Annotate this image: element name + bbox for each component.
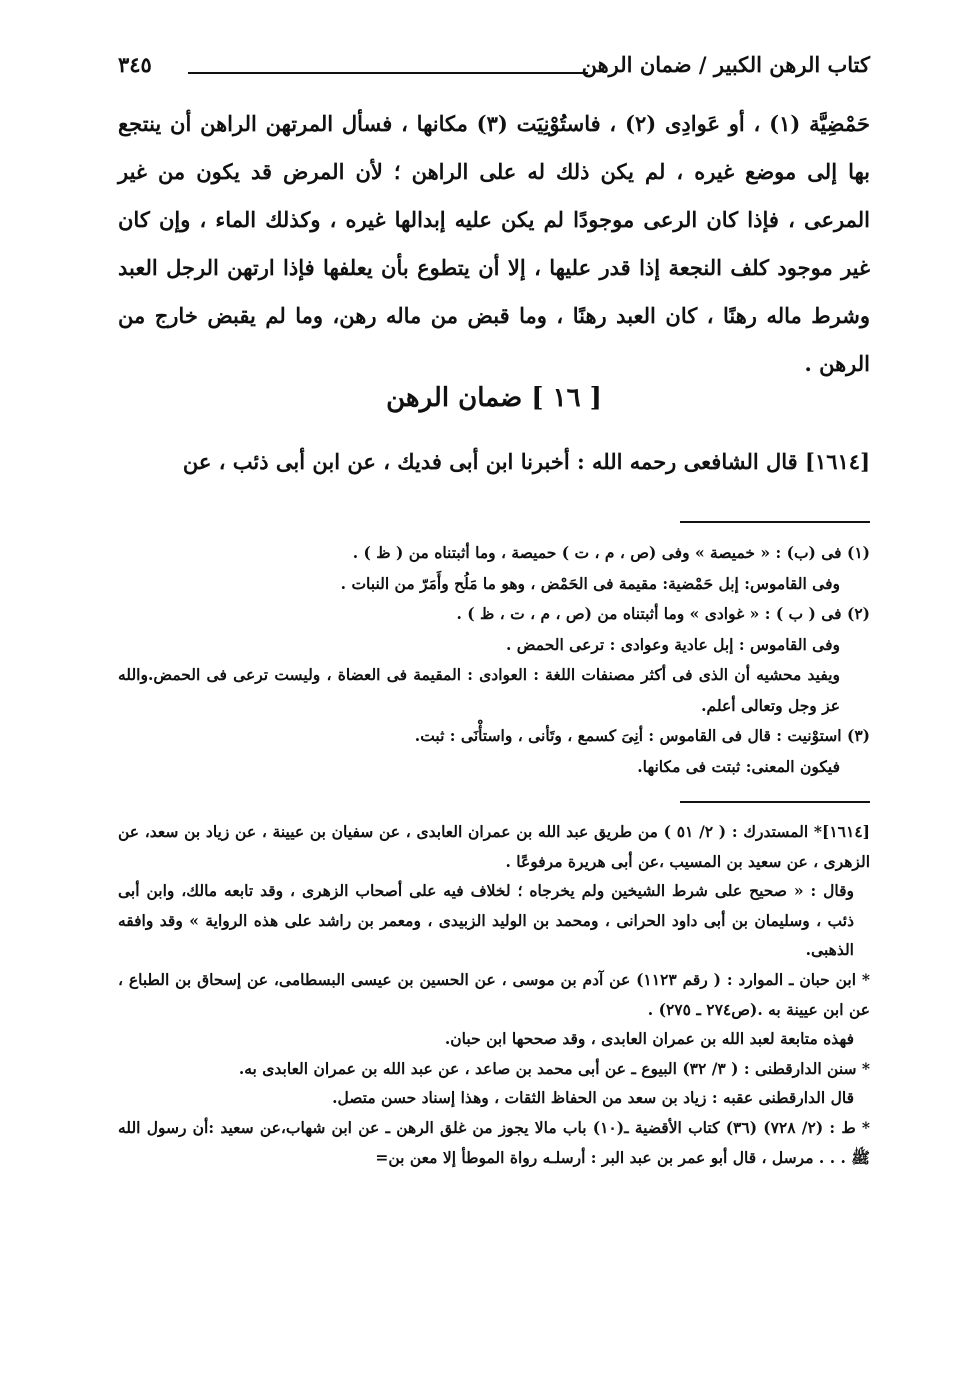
footnotes-takhrij (118, 817, 870, 1172)
main-text (118, 100, 870, 388)
footnote-line: فهذه متابعة لعبد الله بن عمران العابدى ، وقد صححها ابن حبان. (444, 1029, 854, 1049)
footnote-line: * ابن حبان ـ الموارد : ( رقم ١١٢٣) عن آدم بن موسى ، عن الحسين بن عيسى البسطامى، عن إسحاق بن الطباع ، عن ابن عيينة به .(ص٢٧٤ ـ ٢٧٥) . (118, 969, 870, 1019)
hadith-number-lead: [١٦١٤] قال الشافعى (683, 449, 870, 474)
footnote-separator (680, 801, 870, 803)
footnote-line: وفى القاموس: إبل حَمْضية: مقيمة فى الحَمْض ، وهو ما مَلُح وأَمَرّ من النبات . (340, 573, 840, 593)
footnotes-variants (118, 538, 870, 782)
footnote-line: وفى القاموس : إبل عادية وعوادى : ترعى الحمض . (506, 634, 840, 654)
footnote-line: * سنن الدارقطنى : ( ٣/ ٣٢) البيوع ـ عن أبى محمد بن صاعد ، عن عبد الله بن عمران العابدى به. (238, 1058, 870, 1078)
hadith-text: رحمه الله : أخبرنا ابن أبى فديك ، عن ابن أبى ذئب ، عن (182, 449, 684, 474)
hadith-opening (118, 440, 870, 484)
page-number: ٣٤٥ (118, 52, 152, 77)
footnote-line: [١٦١٤]* المستدرك : ( ٢/ ٥١ ) من طريق عبد الله بن عمران العابدى ، عن سفيان بن عيينة ، عن زياد بن سعد، عن الزهرى ، عن سعيد بن المسيب ،عن أبى هريرة مرفوعًا . (118, 822, 870, 871)
footnote-line: (١) فى (ب) : « خميصة » وفى (ص ، م ، ت ) حميصة ، وما أثبتناه من ( ظ ) . (352, 543, 870, 562)
header-rule (188, 72, 588, 74)
footnote-line: * ط : (٢/ ٧٢٨) (٣٦) كتاب الأقضية ـ(١٠) باب مالا يجوز من غلق الرهن ـ عن ابن شهاب،عن سعيد :أن رسول الله ﷺ . . . مرسل ، قال أبو عمر بن عبد البر : أرسلـه رواة الموطأ إلا معن بن= (118, 1117, 871, 1167)
section-title: [ ١٦ ] ضمان الرهن (386, 383, 602, 413)
footnote-line: فيكون المعنى: ثبتت فى مكانها. (637, 756, 840, 776)
page-header (118, 48, 870, 88)
footnote-line: وقال : « صحيح على شرط الشيخين ولم يخرجاه ؛ لخلاف فيه على أصحاب الزهرى ، وقد تابعه مالك، وابن أبى ذئب ، وسليمان بن أبى داود الحرانى ، ومحمد بن الوليد الزبيدى ، ومعمر بن راشد على هذه الرواية » وقد وافقه الذهبى. (118, 881, 854, 960)
footnote-separator (680, 521, 870, 523)
footnote-line: ويفيد محشيه أن الذى فى أكثر مصنفات اللغة : العوادى : المقيمة فى العضاة ، وليست ترعى فى الحمض.والله عز وجل وتعالى أعلم. (118, 665, 840, 715)
footnote-line: قال الدارقطنى عقبه : زياد بن سعد من الحفاظ الثقات ، وهذا إسناد حسن متصل. (332, 1088, 854, 1108)
main-paragraph: حَمْضِيَّة (١) ، أو عَوادِى (٢) ، فاستُوْنِيَت (٣) مكانها ، فسأل المرتهن الراهن أن ينتجع بها إلى موضع غيره ، لم يكن ذلك له على الراهن ؛ لأن المرض قد يكون من غير المرعى ، فإذا كان الرعى موجودًا لم يكن عليه إبدالها غيره ، وكذلك الماء ، وإن كان غير موجود كلف النجعة إذا قدر عليها ، إلا أن يتطوع بأن يعلفها فإذا ارتهن الرجل العبد وشرط ماله رهنًا ، كان العبد رهنًا ، وما قبض من ماله رهن، وما لم يقبض خارج من الرهن . (118, 111, 871, 376)
footnote-line: (٣) استوْنيت : قال فى القاموس : أنِىَ كسمع ، وتَأنى ، واستأْنَى : ثبت. (414, 726, 870, 745)
running-title: كتاب الرهن الكبير / ضمان الرهن (581, 52, 870, 77)
footnote-line: (٢) فى ( ب ) : « غوادى » وما أثبتناه من (ص ، م ، ت ، ظ ) . (456, 604, 870, 623)
